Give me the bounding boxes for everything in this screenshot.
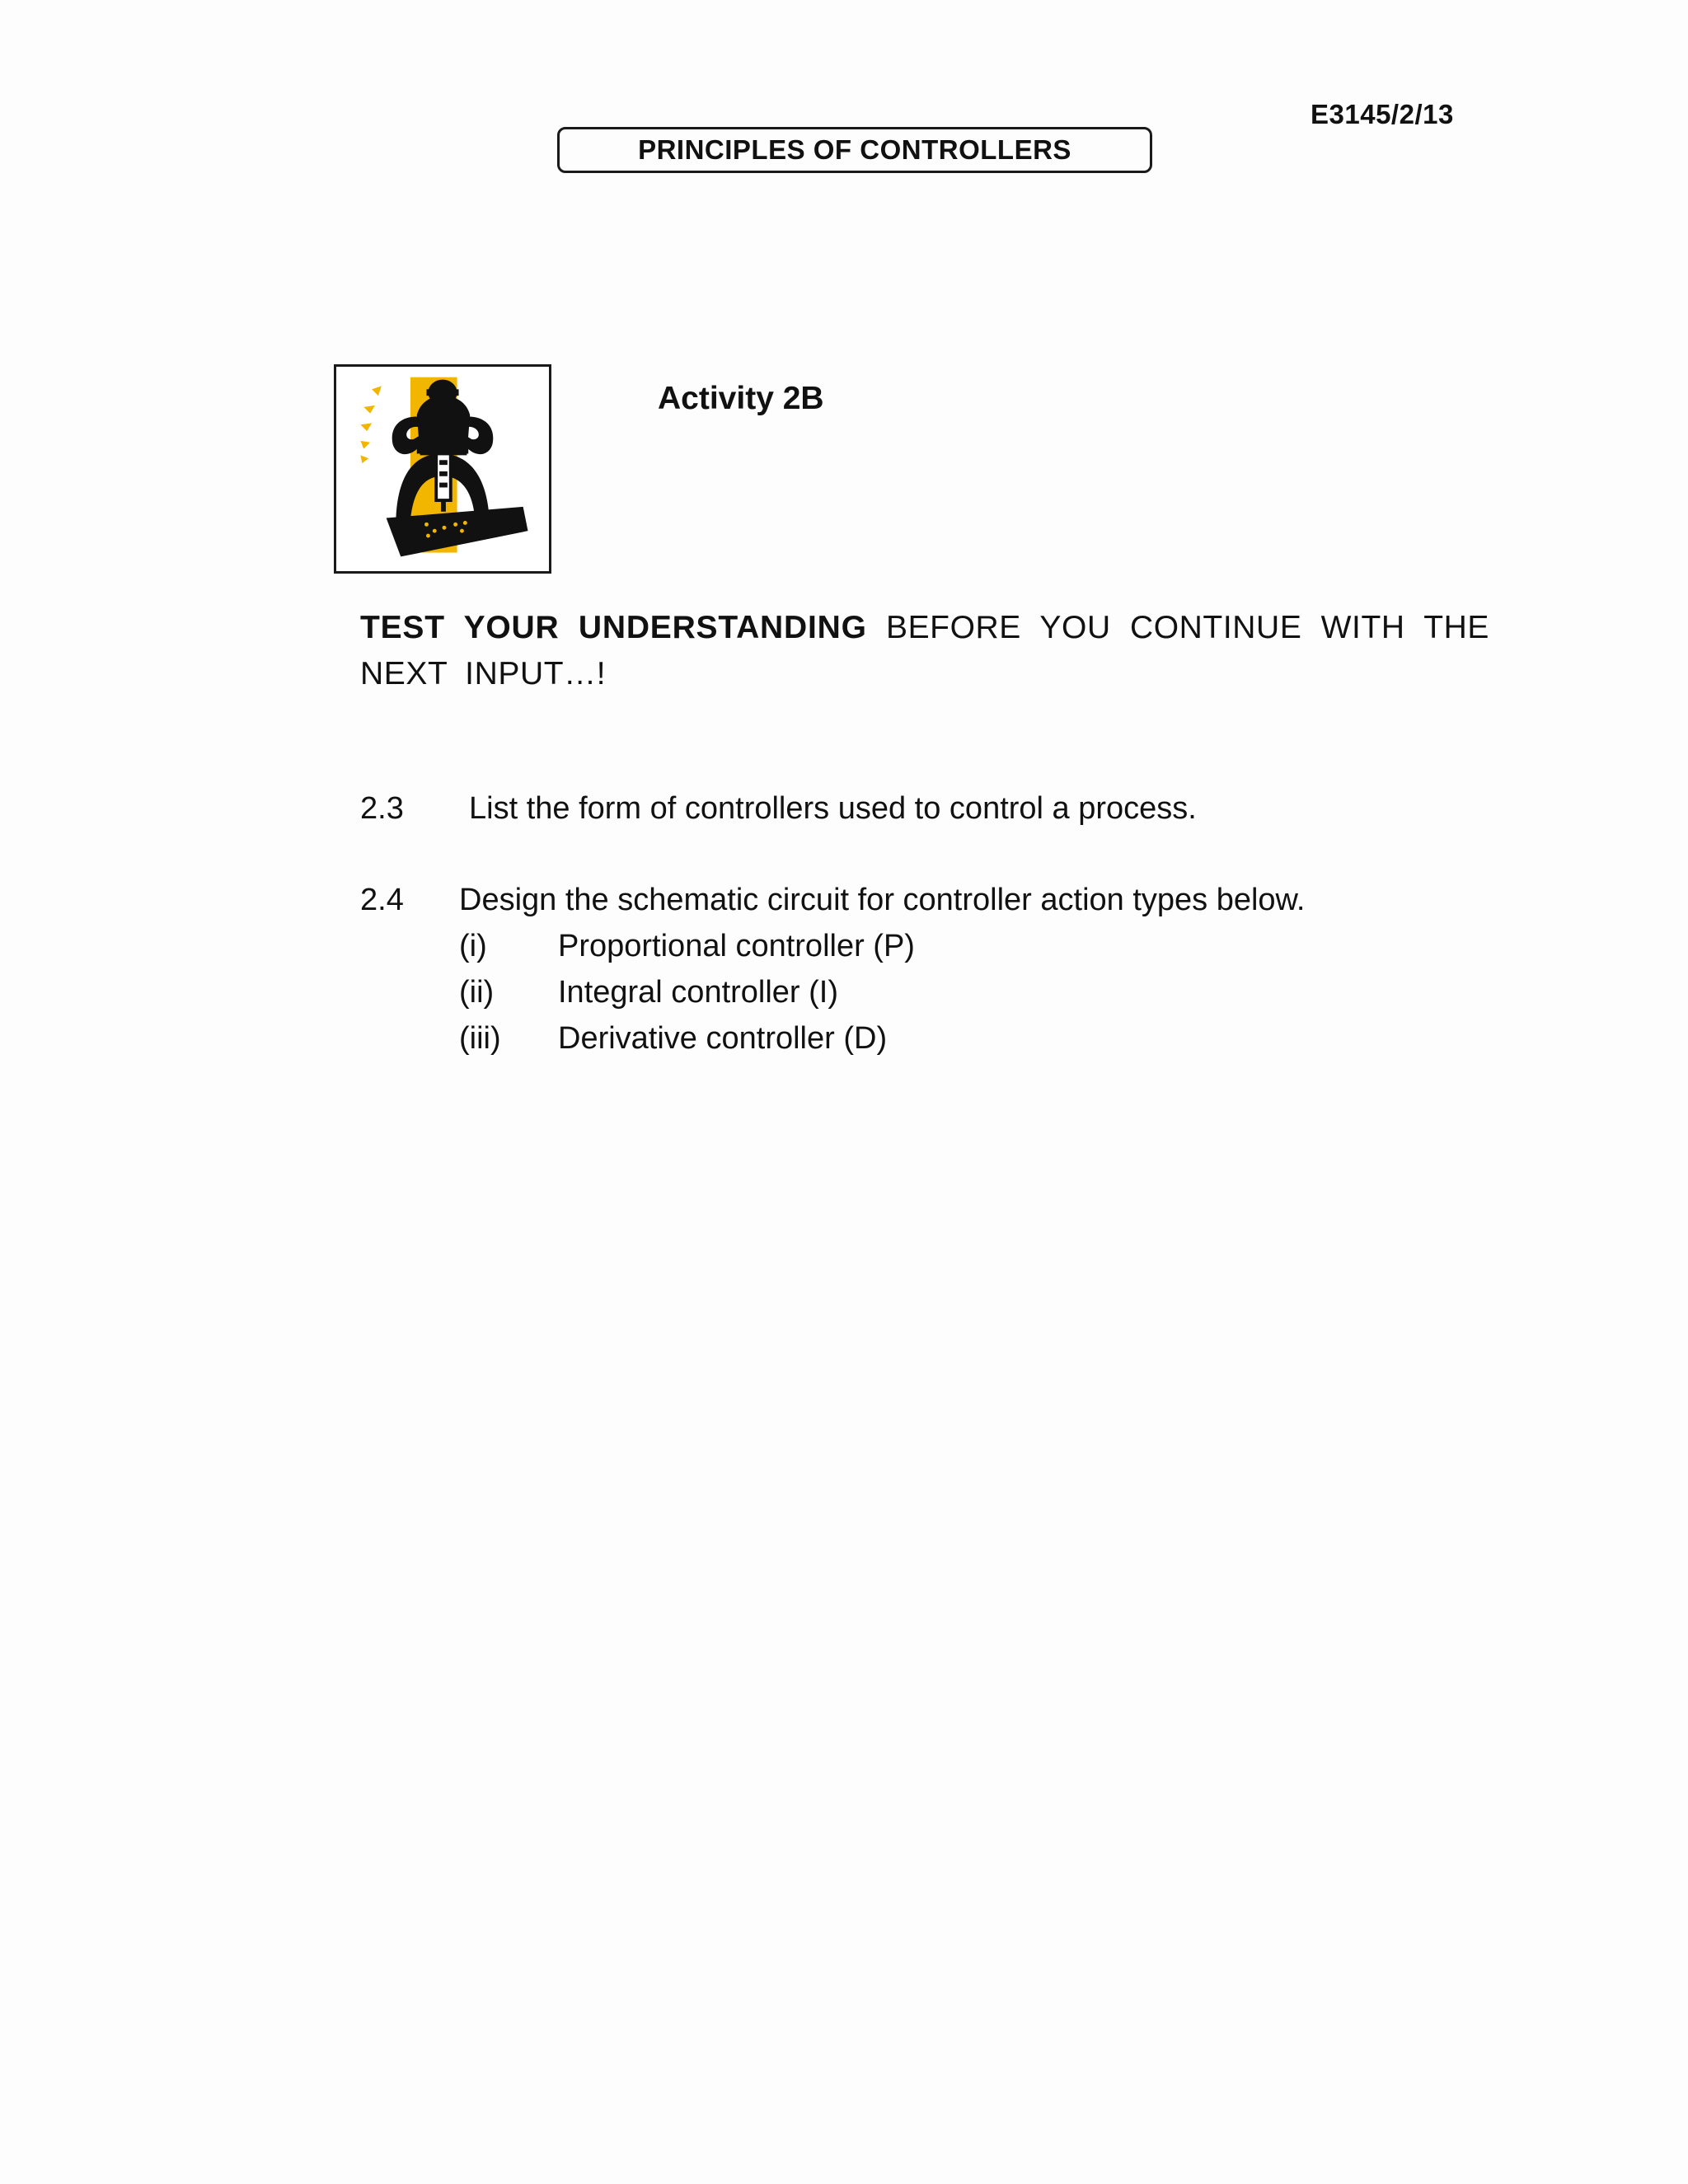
sub-item-text: Derivative controller (D) <box>558 1021 888 1056</box>
question-text: Design the schematic circuit for controller action types below. <box>459 883 1306 917</box>
question-number: 2.4 <box>360 883 404 917</box>
intro-bold: TEST YOUR UNDERSTANDING <box>360 610 867 645</box>
module-title: PRINCIPLES OF CONTROLLERS <box>638 134 1071 165</box>
intro-instruction <box>360 605 1489 697</box>
module-title-box <box>557 127 1152 173</box>
question-text: List the form of controllers used to control a process. <box>469 791 1197 826</box>
sub-item-label: (iii) <box>459 1021 501 1056</box>
sub-item-label: (ii) <box>459 975 495 1010</box>
page-code: E3145/2/13 <box>1311 99 1454 129</box>
sub-item-text: Proportional controller (P) <box>558 929 915 963</box>
activity-title: Activity 2B <box>658 381 824 416</box>
question-number: 2.3 <box>360 791 404 826</box>
sub-item-text: Integral controller (I) <box>558 975 839 1010</box>
worker-jackhammer-icon <box>334 364 551 574</box>
intro-rest: BEFORE YOU CONTINUE WITH THE NEXT INPUT…! <box>360 610 1490 691</box>
sub-item-label: (i) <box>459 929 487 963</box>
